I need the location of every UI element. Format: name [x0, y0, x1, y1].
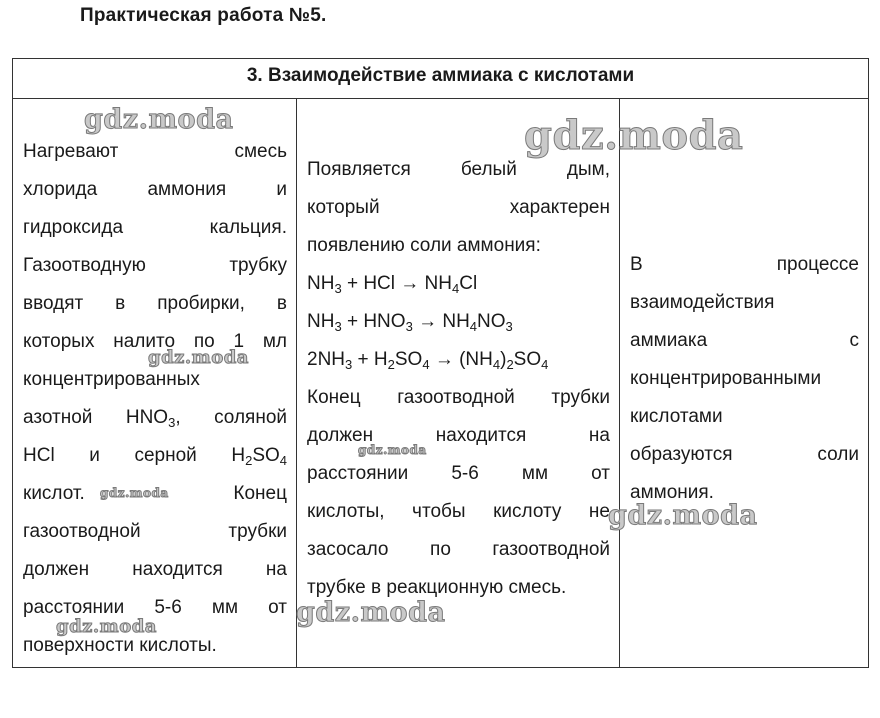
subscript: 4: [422, 357, 430, 372]
conclusion-line: аммиака с: [630, 330, 859, 351]
procedure-line: которых налито по 1 мл: [23, 331, 287, 352]
observation-line: кислоты, чтобы кислоту не: [307, 501, 610, 522]
observation-line: засосало по газоотводной: [307, 539, 610, 560]
observation-line: появлению соли аммония:: [307, 235, 541, 256]
observation-column: [307, 151, 610, 607]
conclusion-line: кислотами: [630, 406, 723, 427]
procedure-line: поверхности кислоты.: [23, 635, 217, 656]
subscript: 4: [492, 357, 501, 372]
observation-line: расстоянии 5-6 мм от: [307, 463, 610, 484]
observation-line: который характерен: [307, 197, 610, 218]
subscript: 2: [245, 453, 253, 468]
formula-part: + HNO: [341, 311, 406, 332]
subscript: 3: [334, 281, 342, 296]
watermark: gdz.moda: [100, 486, 169, 500]
procedure-word: азотной HNO: [23, 407, 169, 428]
watermark: gdz.moda: [296, 597, 446, 628]
conclusion-line: образуются соли: [630, 444, 859, 465]
subscript: 2: [387, 357, 395, 372]
formula-part: NO: [477, 311, 506, 332]
equation-1: [307, 265, 610, 303]
subscript: 3: [505, 319, 513, 334]
procedure-line: расстоянии 5-6 мм от: [23, 597, 287, 618]
subscript: 4: [279, 453, 287, 468]
procedure-line: должен находится на: [23, 559, 287, 580]
section-title: 3. Взаимодействие аммиака с кислотами: [13, 59, 868, 99]
procedure-line: [23, 437, 287, 475]
watermark: gdz.moda: [148, 347, 249, 368]
procedure-word: , соляной: [175, 407, 287, 428]
procedure-line: вводят в пробирки, в: [23, 293, 287, 314]
conclusion-column: [630, 246, 859, 512]
formula-part: + HCl → NH: [341, 273, 453, 294]
procedure-line: гидроксида кальция.: [23, 217, 287, 238]
observation-line: трубке в реакционную смесь.: [307, 577, 567, 598]
conclusion-line: В процессе: [630, 254, 859, 275]
subscript: 4: [541, 357, 549, 372]
formula-part: 2NH: [307, 349, 346, 370]
observation-line: Конец газоотводной трубки: [307, 387, 610, 408]
watermark: gdz.moda: [524, 112, 744, 159]
conclusion-line: взаимодействия: [630, 292, 775, 313]
conclusion-line: аммония.: [630, 482, 714, 503]
page-title: Практическая работа №5.: [80, 5, 327, 26]
equation-3: [307, 341, 610, 379]
observation-line: Появляется белый дым,: [307, 159, 610, 180]
procedure-line: [23, 399, 287, 437]
subscript: 3: [405, 319, 413, 334]
subscript: 3: [168, 415, 176, 430]
formula-part: Cl: [459, 273, 478, 294]
subscript: 2: [506, 357, 514, 372]
subscript: 4: [452, 281, 460, 296]
formula-part: → NH: [412, 311, 470, 332]
column-divider-2: [619, 99, 620, 667]
observation-line: должен находится на: [307, 425, 610, 446]
procedure-word: кислот.: [23, 483, 85, 504]
subscript: 3: [345, 357, 353, 372]
formula-part: ): [500, 349, 507, 370]
procedure-line: хлорида аммония и: [23, 179, 287, 200]
watermark: gdz.moda: [358, 443, 427, 457]
formula-part: SO: [394, 349, 423, 370]
procedure-word: SO: [252, 445, 280, 466]
watermark: gdz.moda: [608, 500, 758, 531]
watermark: gdz.moda: [84, 104, 234, 135]
procedure-word: HCl и серной H: [23, 445, 246, 466]
procedure-column: [23, 133, 287, 665]
formula-part: NH: [307, 311, 335, 332]
procedure-line: концентрированных: [23, 369, 200, 390]
formula-part: → (NH: [429, 349, 493, 370]
watermark: gdz.moda: [56, 616, 157, 637]
procedure-word: Конец: [233, 483, 287, 504]
column-divider-1: [296, 99, 297, 667]
equation-2: [307, 303, 610, 341]
subscript: 3: [334, 319, 342, 334]
procedure-line: Нагревают смесь: [23, 141, 287, 162]
procedure-line: газоотводной трубки: [23, 521, 287, 542]
formula-part: + H: [352, 349, 388, 370]
subscript: 4: [469, 319, 478, 334]
procedure-line: Газоотводную трубку: [23, 255, 287, 276]
formula-part: NH: [307, 273, 335, 294]
formula-part: SO: [513, 349, 542, 370]
conclusion-line: концентрированными: [630, 368, 822, 389]
